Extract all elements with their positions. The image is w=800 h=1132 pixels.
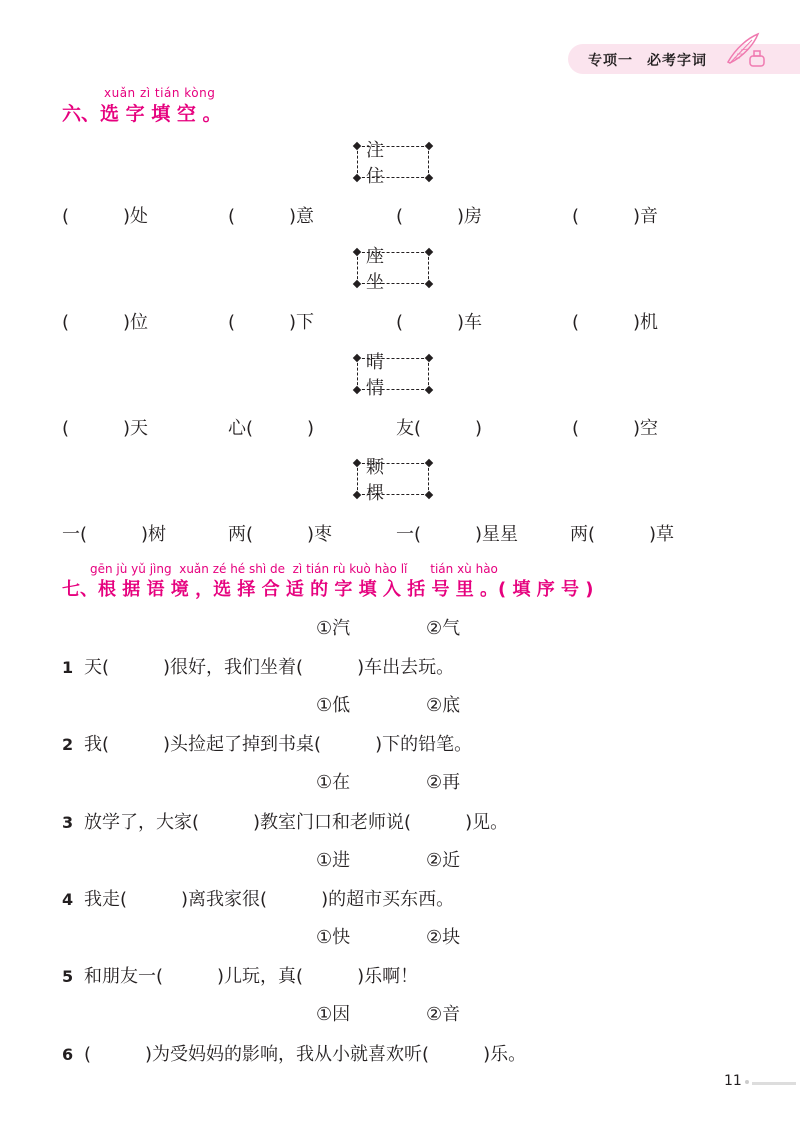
blank-item[interactable]: ( )意 xyxy=(228,206,315,227)
question-4 xyxy=(62,885,454,911)
fill-row-3 xyxy=(62,414,742,440)
option: ②近 xyxy=(426,850,461,871)
question-text[interactable]: 放学了，大家( )教室门口和老师说( )见。 xyxy=(84,812,509,833)
feather-pen-icon xyxy=(722,30,770,70)
option: ①在 xyxy=(316,772,351,793)
choice-box-2 xyxy=(357,246,429,293)
choice-box-1 xyxy=(357,140,429,187)
ink-bottle-icon xyxy=(750,51,764,66)
blank-item[interactable]: 友( ) xyxy=(396,418,483,439)
blank-item[interactable]: 一( )星星 xyxy=(396,524,519,545)
question-1 xyxy=(62,653,454,679)
question-text[interactable]: 我( )头捡起了掉到书桌( )下的铅笔。 xyxy=(84,734,473,755)
question-number: 5 xyxy=(62,967,74,986)
blank-item[interactable]: 两( )草 xyxy=(570,524,675,545)
page-dot xyxy=(745,1080,749,1084)
section7-title: 七、根 据 语 境 ，选 择 合 适 的 字 填 入 括 号 里 。( 填 序 号 ) xyxy=(62,579,594,600)
options-5 xyxy=(316,923,536,949)
question-text[interactable]: 我走( )离我家很( )的超市买东西。 xyxy=(84,889,455,910)
blank-item[interactable]: 两( )枣 xyxy=(228,524,333,545)
option: ①进 xyxy=(316,850,351,871)
page-number: 11 xyxy=(724,1073,742,1089)
option: ②再 xyxy=(426,772,461,793)
options-1 xyxy=(316,614,536,640)
choice-chars: 晴 情 xyxy=(366,352,394,399)
header-section: 专项一 xyxy=(588,53,633,69)
option: ②音 xyxy=(426,1004,461,1025)
blank-item[interactable]: ( )车 xyxy=(396,312,483,333)
blank-item[interactable]: ( )位 xyxy=(62,312,149,333)
choice-box-4 xyxy=(357,457,429,504)
page-rule xyxy=(752,1082,796,1085)
choice-box-3 xyxy=(357,352,429,399)
section6-title: 六、选 字 填 空 。 xyxy=(62,103,222,125)
section6-pinyin: xuǎn zì tián kòng xyxy=(104,86,216,100)
header-topic: 必考字词 xyxy=(647,53,707,69)
option: ②气 xyxy=(426,618,461,639)
question-text[interactable]: 和朋友一( )儿玩，真( )乐啊！ xyxy=(84,966,419,987)
option: ①因 xyxy=(316,1004,351,1025)
question-6 xyxy=(62,1040,526,1066)
blank-item[interactable]: ( )处 xyxy=(62,206,149,227)
option: ②块 xyxy=(426,927,461,948)
blank-item[interactable]: 心( ) xyxy=(228,418,315,439)
options-6 xyxy=(316,1000,536,1026)
blank-item[interactable]: ( )下 xyxy=(228,312,315,333)
question-number: 6 xyxy=(62,1045,74,1064)
choice-chars: 颗 棵 xyxy=(366,457,394,504)
fill-row-1 xyxy=(62,202,742,228)
question-2 xyxy=(62,730,472,756)
blank-item[interactable]: ( )房 xyxy=(396,206,483,227)
question-number: 1 xyxy=(62,658,74,677)
fill-row-2 xyxy=(62,308,742,334)
choice-chars: 注 住 xyxy=(366,140,394,187)
fill-row-4 xyxy=(62,520,742,546)
question-number: 2 xyxy=(62,735,74,754)
option: ①快 xyxy=(316,927,351,948)
option: ①低 xyxy=(316,695,351,716)
question-number: 4 xyxy=(62,890,74,909)
option: ②底 xyxy=(426,695,461,716)
section7-pinyin: gēn jù yǔ jìng xuǎn zé hé shì de zì tián rù kuò hào lǐ tián xù hào xyxy=(90,562,498,576)
question-text[interactable]: ( )为受妈妈的影响，我从小就喜欢听( )乐。 xyxy=(84,1044,527,1065)
blank-item[interactable]: ( )音 xyxy=(572,206,659,227)
blank-item[interactable]: ( )空 xyxy=(572,418,659,439)
options-2 xyxy=(316,691,536,717)
header-title xyxy=(588,50,721,70)
option: ①汽 xyxy=(316,618,351,639)
blank-item[interactable]: ( )机 xyxy=(572,312,659,333)
options-4 xyxy=(316,846,536,872)
question-5 xyxy=(62,962,418,988)
options-3 xyxy=(316,768,536,794)
blank-item[interactable]: ( )天 xyxy=(62,418,149,439)
question-number: 3 xyxy=(62,813,74,832)
question-3 xyxy=(62,808,508,834)
choice-chars: 座 坐 xyxy=(366,246,394,293)
question-text[interactable]: 天( )很好，我们坐着( )车出去玩。 xyxy=(84,657,455,678)
blank-item[interactable]: 一( )树 xyxy=(62,524,167,545)
